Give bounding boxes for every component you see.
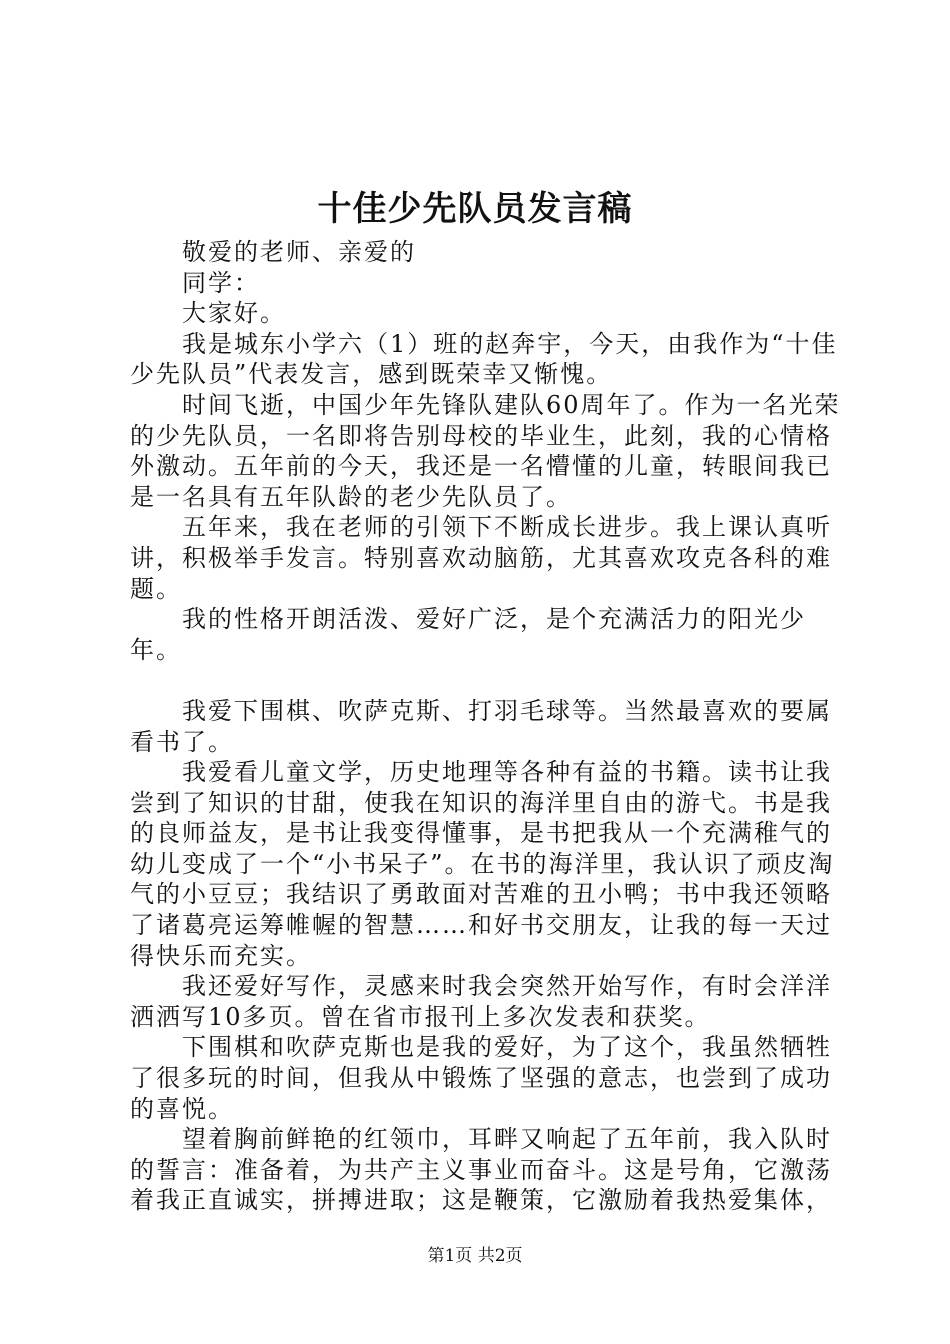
paragraph-reading: 我爱看儿童文学，历史地理等各种有益的书籍。读书让我尝到了知识的甘甜，使我在知识的海洋里自由的游弋。书是我的良师益友，是书让我变得懂事，是书把我从一个充满稚气的幼儿变成了一个“小书呆子”。在书的海洋里，我认识了顽皮淘气的小豆豆；我结识了勇敢面对苦难的丑小鸭；书中我还领略了诸葛亮运筹帷幄的智慧……和好书交朋友，让我的每一天过得快乐而充实。 bbox=[130, 758, 835, 970]
paragraph-chess-sax: 下围棋和吹萨克斯也是我的爱好，为了这个，我虽然牺牲了很多玩的时间，但我从中锻炼了坚强的意志，也尝到了成功的喜悦。 bbox=[130, 1033, 832, 1123]
paragraph-salutation-2: 同学： bbox=[182, 268, 260, 297]
paragraph-growth: 五年来，我在老师的引领下不断成长进步。我上课认真听讲，积极举手发言。特别喜欢动脑筋，尤其喜欢攻克各科的难题。 bbox=[130, 513, 832, 603]
document-body bbox=[130, 237, 842, 1216]
paragraph-red-scarf: 望着胸前鲜艳的红领巾，耳畔又响起了五年前，我入队时的誓言：准备着，为共产主义事业而奋斗。这是号角，它激荡着我正直诚实，拼搏进取；这是鞭策，它激励着我热爱集体， bbox=[130, 1125, 832, 1215]
paragraph-writing: 我还爱好写作，灵感来时我会突然开始写作，有时会洋洋洒洒写10多页。曾在省市报刊上多次发表和获奖。 bbox=[130, 972, 832, 1031]
paragraph-hobbies: 我爱下围棋、吹萨克斯、打羽毛球等。当然最喜欢的要属看书了。 bbox=[130, 696, 832, 756]
paragraph-anniversary: 时间飞逝，中国少年先锋队建队60周年了。作为一名光荣的少先队员，一名即将告别母校的毕业生，此刻，我的心情格外激动。五年前的今天，我还是一名懵懂的儿童，转眼间我已是一名具有五年队龄的老少先队员了。 bbox=[130, 390, 841, 511]
page-footer: 第1页 共2页 bbox=[427, 1246, 523, 1266]
paragraph-introduction: 我是城东小学六（1）班的赵奔宇，今天，由我作为“十佳少先队员”代表发言，感到既荣幸又惭愧。 bbox=[130, 329, 838, 389]
page-title: 十佳少先队员发言稿 bbox=[317, 189, 633, 229]
paragraph-salutation-1: 敬爱的老师、亲爱的 bbox=[182, 238, 416, 266]
paragraph-blank bbox=[130, 665, 842, 696]
paragraph-greeting: 大家好。 bbox=[182, 299, 286, 328]
paragraph-personality: 我的性格开朗活泼、爱好广泛，是个充满活力的阳光少年。 bbox=[130, 605, 806, 664]
